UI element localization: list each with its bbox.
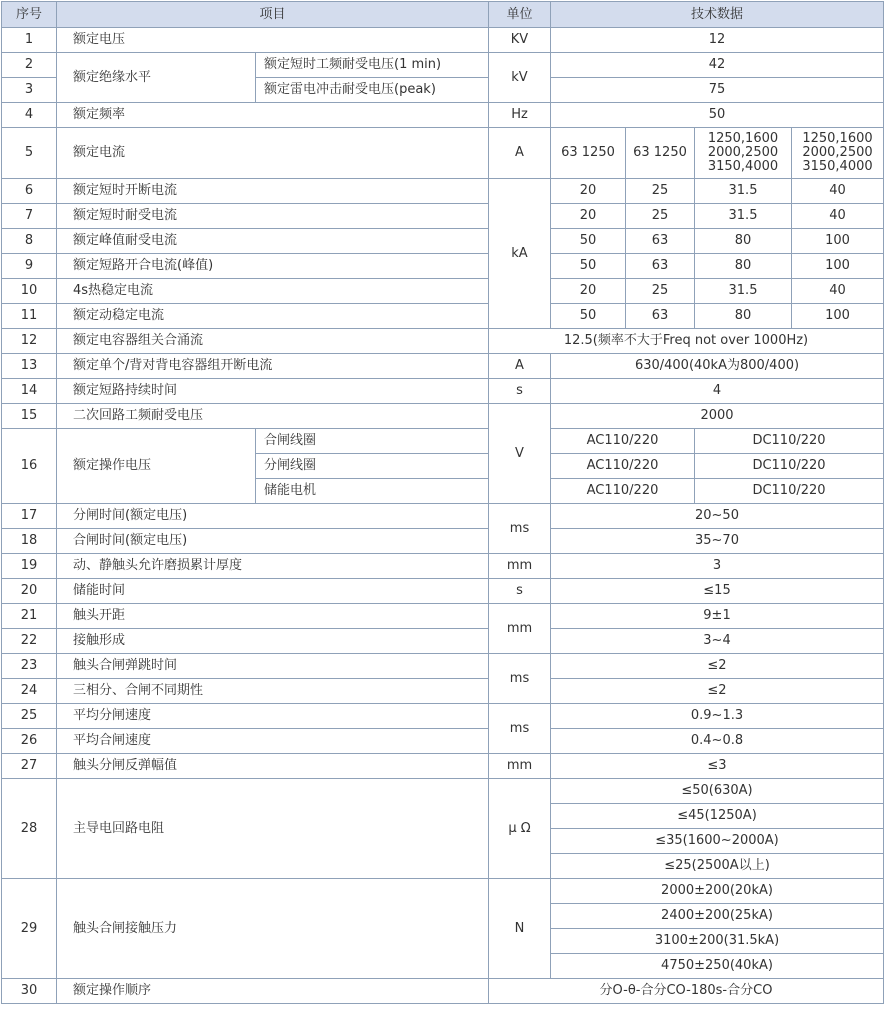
rating-cell: 20 bbox=[551, 204, 626, 229]
item-label: 平均分闸速度 bbox=[57, 704, 489, 729]
table-row bbox=[2, 354, 884, 379]
value-cell: 630/400(40kA为800/400) bbox=[551, 354, 884, 379]
sub-item-label: 储能电机 bbox=[256, 479, 489, 504]
dc-voltage-cell: DC110/220 bbox=[695, 479, 884, 504]
row-no: 23 bbox=[2, 654, 57, 679]
value-cell: 0.4~0.8 bbox=[551, 729, 884, 754]
row-no: 1 bbox=[2, 28, 57, 53]
unit-cell: N bbox=[489, 879, 551, 979]
row-no: 18 bbox=[2, 529, 57, 554]
rating-cell: 31.5 bbox=[695, 279, 792, 304]
unit-cell: KV bbox=[489, 28, 551, 53]
item-label: 储能时间 bbox=[57, 579, 489, 604]
row-no: 7 bbox=[2, 204, 57, 229]
table-row bbox=[2, 404, 884, 429]
table-row bbox=[2, 329, 884, 354]
rating-cell: 20 bbox=[551, 279, 626, 304]
table-row bbox=[2, 579, 884, 604]
rating-cell: 63 bbox=[626, 254, 695, 279]
sub-item-label: 分闸线圈 bbox=[256, 454, 489, 479]
item-label: 动、静触头允许磨损累计厚度 bbox=[57, 554, 489, 579]
table-row bbox=[2, 429, 884, 454]
unit-cell: s bbox=[489, 579, 551, 604]
unit-cell: ms bbox=[489, 654, 551, 704]
table-row bbox=[2, 629, 884, 654]
rating-cell: 100 bbox=[792, 304, 884, 329]
item-label: 触头分闸反弹幅值 bbox=[57, 754, 489, 779]
item-label: 平均合闸速度 bbox=[57, 729, 489, 754]
table-row bbox=[2, 28, 884, 53]
row-no: 10 bbox=[2, 279, 57, 304]
sub-item-label: 合闸线圈 bbox=[256, 429, 489, 454]
table-row bbox=[2, 304, 884, 329]
value-cell: 分O-θ-合分CO-180s-合分CO bbox=[489, 979, 884, 1004]
table-row bbox=[2, 229, 884, 254]
value-cell: ≤35(1600~2000A) bbox=[551, 829, 884, 854]
table-row bbox=[2, 729, 884, 754]
value-cell: ≤2 bbox=[551, 679, 884, 704]
value-cell: 35~70 bbox=[551, 529, 884, 554]
row-no: 13 bbox=[2, 354, 57, 379]
header-item: 项目 bbox=[57, 2, 489, 28]
row-no: 28 bbox=[2, 779, 57, 879]
row-no: 11 bbox=[2, 304, 57, 329]
table-row bbox=[2, 204, 884, 229]
value-cell: 42 bbox=[551, 53, 884, 78]
table-row bbox=[2, 128, 884, 179]
table-row bbox=[2, 279, 884, 304]
value-cell: ≤50(630A) bbox=[551, 779, 884, 804]
item-label: 额定短时开断电流 bbox=[57, 179, 489, 204]
value-cell: 4750±250(40kA) bbox=[551, 954, 884, 979]
row-no: 4 bbox=[2, 103, 57, 128]
unit-cell: ms bbox=[489, 504, 551, 554]
rating-cell: 50 bbox=[551, 229, 626, 254]
item-label: 额定电流 bbox=[57, 128, 489, 179]
value-cell: 4 bbox=[551, 379, 884, 404]
value-cell: 3~4 bbox=[551, 629, 884, 654]
item-label: 触头开距 bbox=[57, 604, 489, 629]
row-no: 21 bbox=[2, 604, 57, 629]
row-no: 26 bbox=[2, 729, 57, 754]
table-row bbox=[2, 179, 884, 204]
rating-cell: 25 bbox=[626, 279, 695, 304]
value-cell: 9±1 bbox=[551, 604, 884, 629]
value-cell: 2400±200(25kA) bbox=[551, 904, 884, 929]
item-label: 额定单个/背对背电容器组开断电流 bbox=[57, 354, 489, 379]
row-no: 2 bbox=[2, 53, 57, 78]
rating-cell: 80 bbox=[695, 254, 792, 279]
row-no: 24 bbox=[2, 679, 57, 704]
value-cell: 2000±200(20kA) bbox=[551, 879, 884, 904]
item-label: 分闸时间(额定电压) bbox=[57, 504, 489, 529]
row-no: 5 bbox=[2, 128, 57, 179]
item-label: 额定操作电压 bbox=[57, 429, 256, 504]
value-cell: ≤15 bbox=[551, 579, 884, 604]
rating-cell: 100 bbox=[792, 229, 884, 254]
item-label: 三相分、合闸不同期性 bbox=[57, 679, 489, 704]
item-label: 额定峰值耐受电流 bbox=[57, 229, 489, 254]
table-row bbox=[2, 979, 884, 1004]
unit-cell: mm bbox=[489, 604, 551, 654]
sub-item-label: 额定雷电冲击耐受电压(peak) bbox=[256, 78, 489, 103]
item-label: 4s热稳定电流 bbox=[57, 279, 489, 304]
unit-cell: A bbox=[489, 354, 551, 379]
table-row bbox=[2, 254, 884, 279]
table-row bbox=[2, 529, 884, 554]
unit-cell: V bbox=[489, 404, 551, 504]
item-label: 接触形成 bbox=[57, 629, 489, 654]
header-row bbox=[2, 2, 884, 28]
dc-voltage-cell: DC110/220 bbox=[695, 454, 884, 479]
item-label: 额定电压 bbox=[57, 28, 489, 53]
table-row bbox=[2, 53, 884, 78]
value-cell: 75 bbox=[551, 78, 884, 103]
unit-cell: mm bbox=[489, 754, 551, 779]
unit-cell: A bbox=[489, 128, 551, 179]
table-row bbox=[2, 754, 884, 779]
unit-cell: mm bbox=[489, 554, 551, 579]
rating-cell: 1250,1600 2000,2500 3150,4000 bbox=[695, 128, 792, 179]
value-cell: 3 bbox=[551, 554, 884, 579]
row-no: 30 bbox=[2, 979, 57, 1004]
rating-cell: 63 bbox=[626, 304, 695, 329]
value-cell: 20~50 bbox=[551, 504, 884, 529]
dc-voltage-cell: DC110/220 bbox=[695, 429, 884, 454]
rating-cell: 40 bbox=[792, 179, 884, 204]
rating-cell: 40 bbox=[792, 279, 884, 304]
row-no: 25 bbox=[2, 704, 57, 729]
unit-cell: ms bbox=[489, 704, 551, 754]
table-row bbox=[2, 504, 884, 529]
row-no: 22 bbox=[2, 629, 57, 654]
value-cell: 12.5(频率不大于Freq not over 1000Hz) bbox=[489, 329, 884, 354]
value-cell: 3100±200(31.5kA) bbox=[551, 929, 884, 954]
rating-cell: 63 bbox=[626, 229, 695, 254]
unit-cell: kA bbox=[489, 179, 551, 329]
item-label: 触头合闸接触压力 bbox=[57, 879, 489, 979]
table-row bbox=[2, 879, 884, 904]
rating-cell: 25 bbox=[626, 179, 695, 204]
unit-cell: μ Ω bbox=[489, 779, 551, 879]
header-unit: 单位 bbox=[489, 2, 551, 28]
rating-cell: 50 bbox=[551, 304, 626, 329]
value-cell: 0.9~1.3 bbox=[551, 704, 884, 729]
ac-voltage-cell: AC110/220 bbox=[551, 454, 695, 479]
row-no: 27 bbox=[2, 754, 57, 779]
row-no: 29 bbox=[2, 879, 57, 979]
header-no: 序号 bbox=[2, 2, 57, 28]
item-label: 合闸时间(额定电压) bbox=[57, 529, 489, 554]
rating-cell: 20 bbox=[551, 179, 626, 204]
table-row bbox=[2, 604, 884, 629]
item-label: 额定电容器组关合涌流 bbox=[57, 329, 489, 354]
header-tech: 技术数据 bbox=[551, 2, 884, 28]
table-row bbox=[2, 379, 884, 404]
rating-cell: 63 1250 bbox=[626, 128, 695, 179]
row-no: 9 bbox=[2, 254, 57, 279]
rating-cell: 50 bbox=[551, 254, 626, 279]
row-no: 12 bbox=[2, 329, 57, 354]
row-no: 20 bbox=[2, 579, 57, 604]
ac-voltage-cell: AC110/220 bbox=[551, 429, 695, 454]
row-no: 17 bbox=[2, 504, 57, 529]
row-no: 16 bbox=[2, 429, 57, 504]
table-row bbox=[2, 779, 884, 804]
unit-cell: Hz bbox=[489, 103, 551, 128]
item-label: 额定绝缘水平 bbox=[57, 53, 256, 103]
item-label: 主导电回路电阻 bbox=[57, 779, 489, 879]
row-no: 6 bbox=[2, 179, 57, 204]
unit-cell: kV bbox=[489, 53, 551, 103]
rating-cell: 31.5 bbox=[695, 204, 792, 229]
sub-item-label: 额定短时工频耐受电压(1 min) bbox=[256, 53, 489, 78]
ac-voltage-cell: AC110/220 bbox=[551, 479, 695, 504]
rating-cell: 31.5 bbox=[695, 179, 792, 204]
value-cell: 50 bbox=[551, 103, 884, 128]
value-cell: ≤25(2500A以上) bbox=[551, 854, 884, 879]
value-cell: ≤45(1250A) bbox=[551, 804, 884, 829]
table-row bbox=[2, 103, 884, 128]
rating-cell: 25 bbox=[626, 204, 695, 229]
spec-table bbox=[1, 1, 884, 1004]
unit-cell: s bbox=[489, 379, 551, 404]
table-row bbox=[2, 704, 884, 729]
item-label: 额定短路开合电流(峰值) bbox=[57, 254, 489, 279]
item-label: 额定短路持续时间 bbox=[57, 379, 489, 404]
rating-cell: 1250,1600 2000,2500 3150,4000 bbox=[792, 128, 884, 179]
table-row bbox=[2, 679, 884, 704]
item-label: 额定频率 bbox=[57, 103, 489, 128]
table-row bbox=[2, 654, 884, 679]
rating-cell: 40 bbox=[792, 204, 884, 229]
item-label: 额定动稳定电流 bbox=[57, 304, 489, 329]
row-no: 14 bbox=[2, 379, 57, 404]
rating-cell: 80 bbox=[695, 304, 792, 329]
rating-cell: 100 bbox=[792, 254, 884, 279]
row-no: 19 bbox=[2, 554, 57, 579]
value-cell: 12 bbox=[551, 28, 884, 53]
table-row bbox=[2, 554, 884, 579]
rating-cell: 80 bbox=[695, 229, 792, 254]
item-label: 二次回路工频耐受电压 bbox=[57, 404, 489, 429]
item-label: 额定操作顺序 bbox=[57, 979, 489, 1004]
item-label: 触头合闸弹跳时间 bbox=[57, 654, 489, 679]
row-no: 3 bbox=[2, 78, 57, 103]
row-no: 8 bbox=[2, 229, 57, 254]
item-label: 额定短时耐受电流 bbox=[57, 204, 489, 229]
rating-cell: 63 1250 bbox=[551, 128, 626, 179]
value-cell: 2000 bbox=[551, 404, 884, 429]
value-cell: ≤3 bbox=[551, 754, 884, 779]
row-no: 15 bbox=[2, 404, 57, 429]
value-cell: ≤2 bbox=[551, 654, 884, 679]
